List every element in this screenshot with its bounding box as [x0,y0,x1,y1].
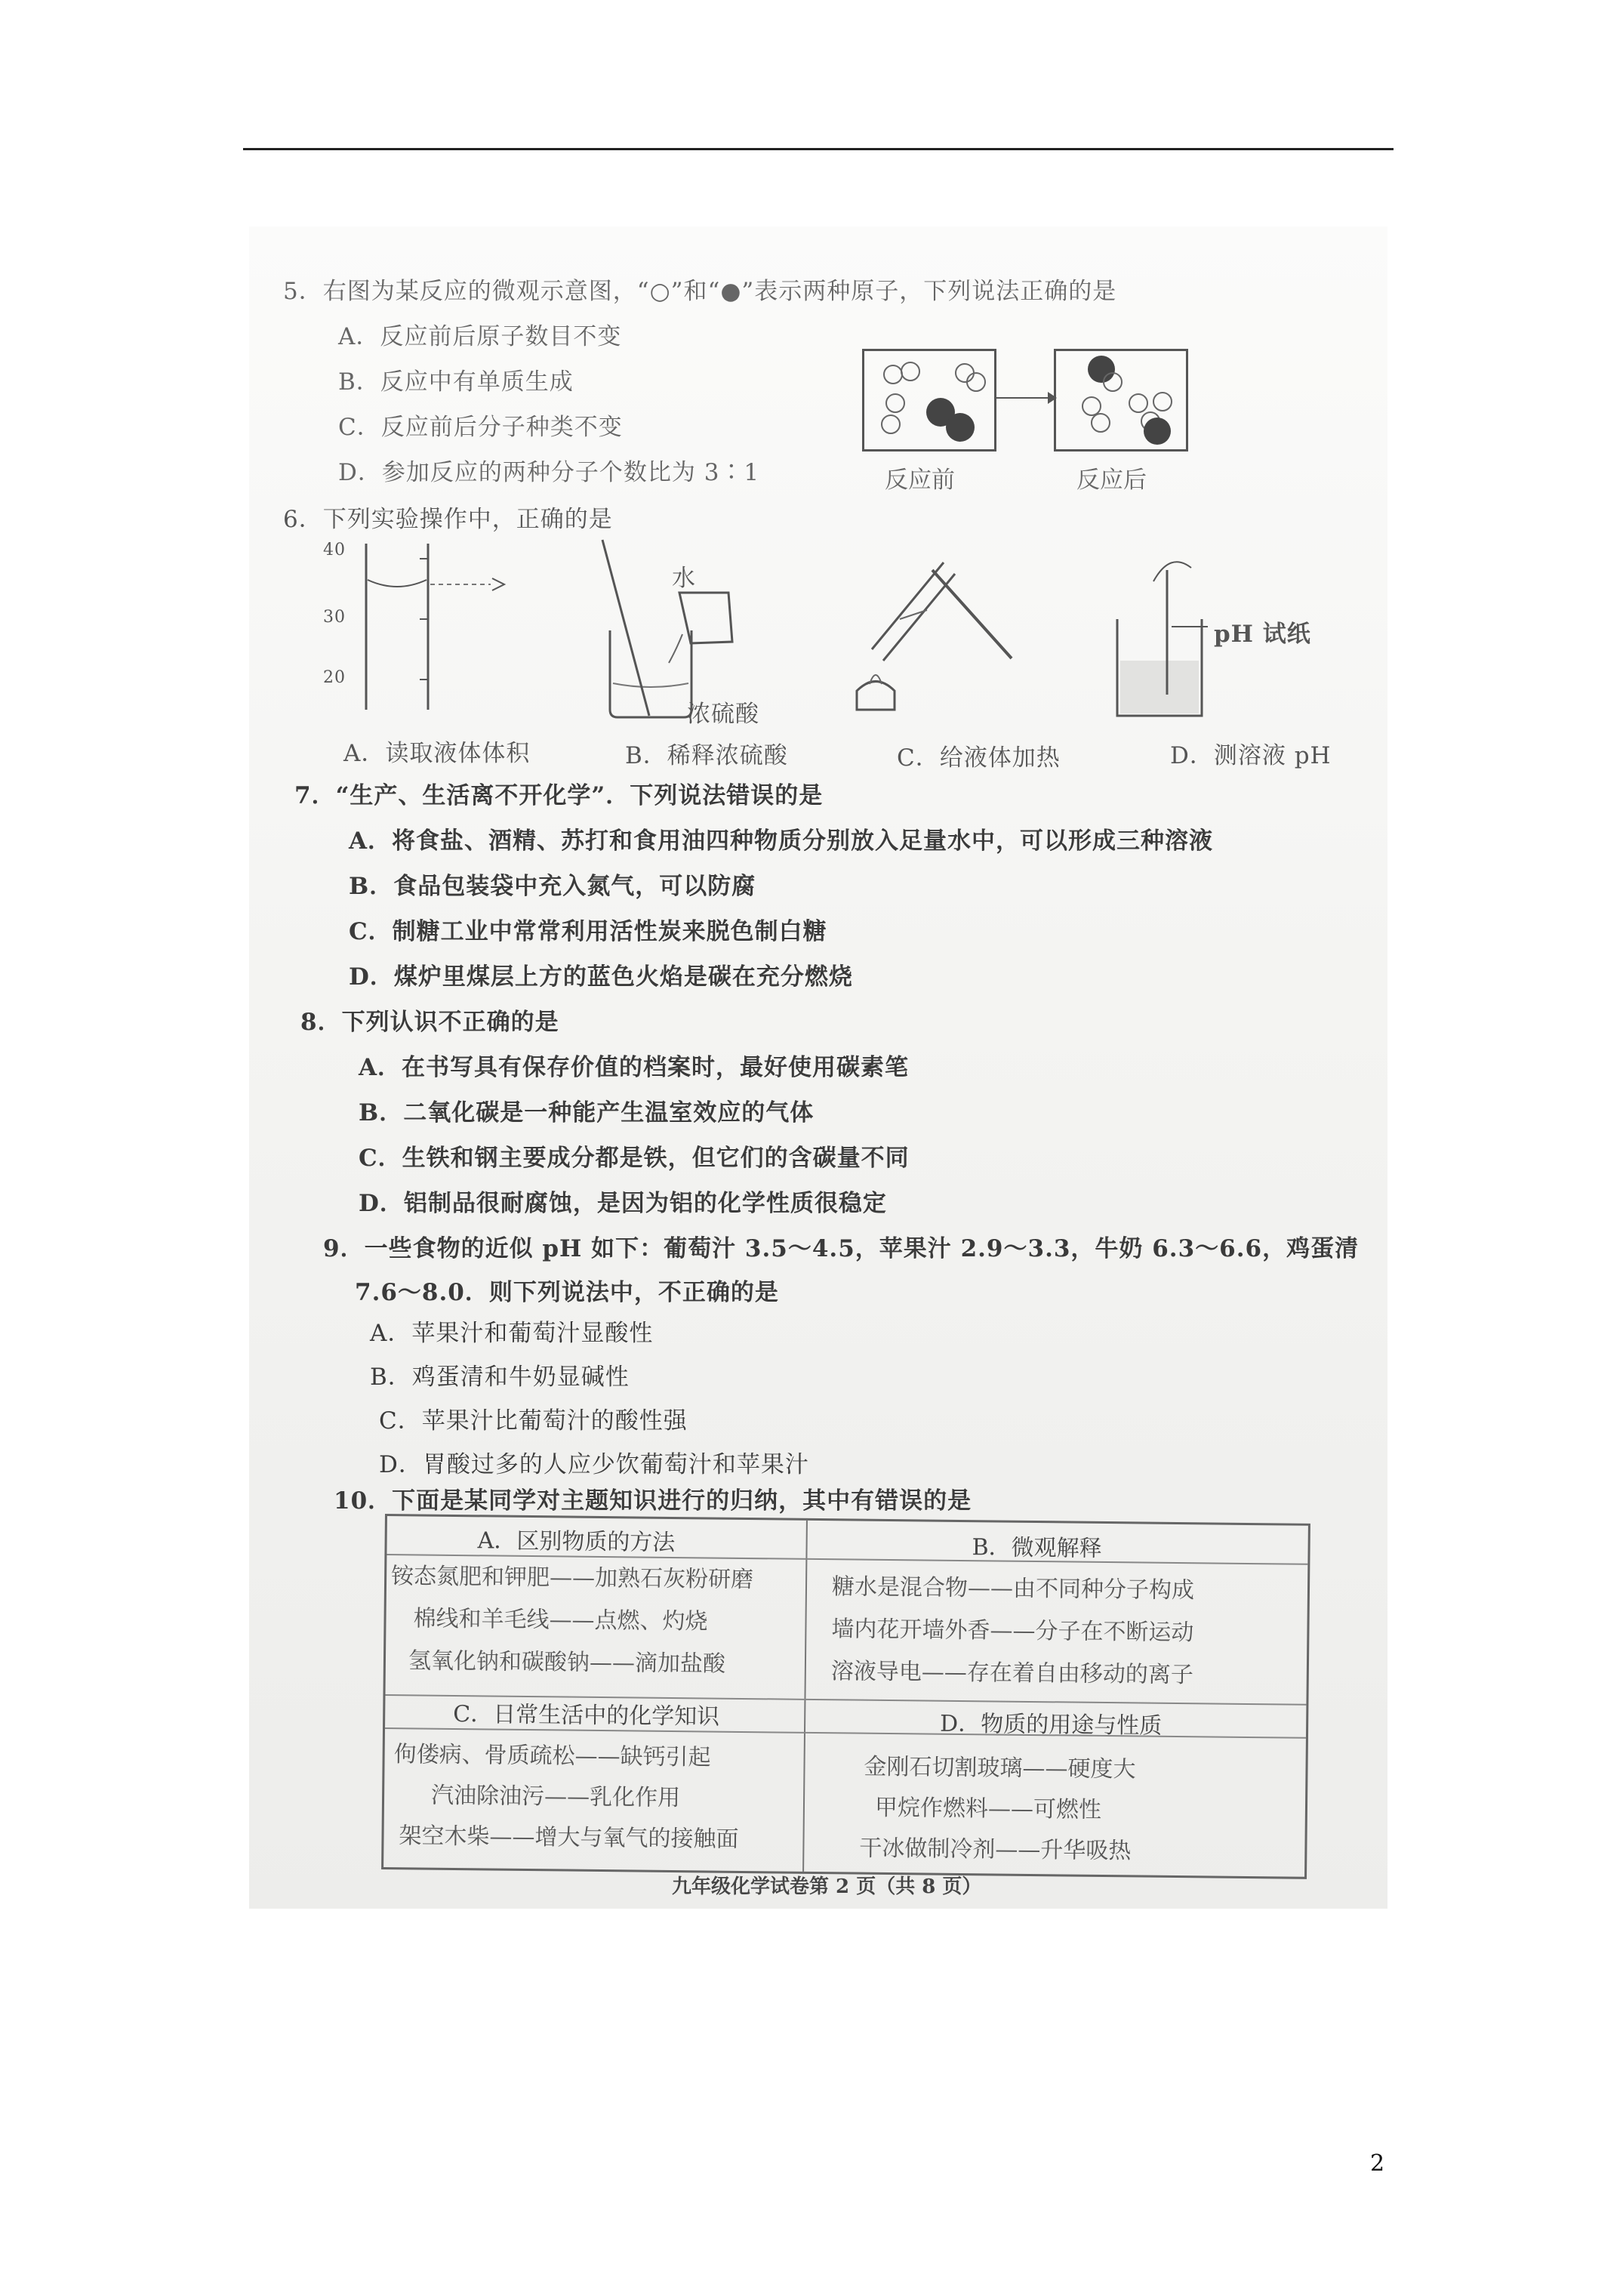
cylinder-tick-40: 40 [323,541,346,559]
table-b-row-1: 糖水是混合物——由不同种分子构成 [831,1573,1195,1604]
q8-option-b: B．二氧化碳是一种能产生温室效应的气体 [359,1099,815,1126]
table-head-c: C．日常生活中的化学知识 [453,1700,720,1730]
q7-option-a: A．将食盐、酒精、苏打和食用油四种物质分别放入足量水中，可以形成三种溶液 [349,827,1214,855]
table-b-row-2: 墙内花开墙外香——分子在不断运动 [831,1616,1194,1647]
q5-stem: 5．右图为某反应的微观示意图，“○”和“●”表示两种原子，下列说法正确的是 [283,278,1117,305]
q7-option-b: B．食品包装袋中充入氮气，可以防腐 [349,873,756,900]
test-tube-heating-icon [857,562,1012,710]
cylinder-tick-30: 30 [323,608,346,627]
graduated-cylinder-icon [366,544,504,710]
q6-option-a: A．读取液体体积 [343,740,531,767]
header-rule [243,148,1394,150]
table-head-d: D．物质的用途与性质 [939,1710,1163,1740]
q10-stem: 10．下面是某同学对主题知识进行的归纳，其中有错误的是 [334,1487,972,1515]
cylinder-tick-20: 20 [323,668,346,687]
q7-option-c: C．制糖工业中常常利用活性炭来脱色制白糖 [349,918,827,945]
reaction-before-label: 反应前 [885,467,955,494]
beaker-dilution-icon [602,540,732,717]
table-b-row-3: 溶液导电——存在着自由移动的离子 [830,1658,1194,1689]
q6-option-d: D．测溶液 pH [1170,742,1332,769]
table-a-row-3: 氢氧化钠和碳酸钠——滴加盐酸 [408,1647,726,1678]
q9-option-b: B．鸡蛋清和牛奶显碱性 [370,1364,630,1391]
table-head-b: B．微观解释 [972,1534,1102,1562]
q6-stem: 6．下列实验操作中，正确的是 [283,506,613,533]
scanned-exam-page [249,227,1387,1909]
q5-option-d: D．参加反应的两种分子个数比为 3∶1 [338,459,760,486]
table-c-row-2: 汽油除油污——乳化作用 [430,1782,681,1812]
table-d-row-3: 干冰做制冷剂——升华吸热 [859,1835,1132,1865]
table-head-a: A．区别物质的方法 [477,1527,676,1557]
q8-option-a: A．在书写具有保存价值的档案时，最好使用碳素笔 [359,1054,910,1081]
q9-stem-line1: 9．一些食物的近似 pH 如下：葡萄汁 3.5～4.5，苹果汁 2.9～3.3，牛奶 6.3～6.6，鸡蛋清 [323,1235,1360,1262]
q8-option-d: D．铝制品很耐腐蚀，是因为铝的化学性质很稳定 [359,1190,887,1217]
q9-option-a: A．苹果汁和葡萄汁显酸性 [370,1320,654,1347]
q7-stem: 7．“生产、生活离不开化学”．下列说法错误的是 [294,782,824,809]
q9-option-d: D．胃酸过多的人应少饮葡萄汁和苹果汁 [379,1451,809,1478]
knowledge-summary-table [381,1514,1310,1879]
page-number: 2 [1370,2150,1385,2177]
acid-label: 浓硫酸 [687,701,759,728]
q8-stem: 8．下列认识不正确的是 [300,1009,559,1036]
q9-stem-line2: 7.6～8.0．则下列说法中，不正确的是 [355,1279,779,1306]
water-label: 水 [672,565,696,592]
table-a-row-1: 铵态氮肥和钾肥——加熟石灰粉研磨 [390,1563,754,1594]
q6-option-b: B．稀释浓硫酸 [625,742,788,769]
table-a-row-2: 棉线和羊毛线——点燃、灼烧 [413,1605,708,1635]
q5-option-b: B．反应中有单质生成 [338,368,574,396]
table-d-row-1: 金刚石切割玻璃——硬度大 [864,1753,1136,1783]
q7-option-d: D．煤炉里煤层上方的蓝色火焰是碳在充分燃烧 [349,963,853,991]
page-footer: 九年级化学试卷第 2 页（共 8 页） [672,1875,982,1898]
ph-paper-label: pH 试纸 [1214,621,1311,648]
table-c-row-3: 架空木柴——增大与氧气的接触面 [399,1823,739,1853]
q5-option-a: A．反应前后原子数目不变 [338,323,622,350]
q5-option-c: C．反应前后分子种类不变 [338,414,623,441]
q9-option-c: C．苹果汁比葡萄汁的酸性强 [379,1407,688,1435]
q6-option-c: C．给液体加热 [897,744,1061,772]
table-d-row-2: 甲烷作燃料——可燃性 [874,1794,1102,1823]
table-c-row-1: 佝偻病、骨质疏松——缺钙引起 [393,1741,711,1771]
ph-test-beaker-icon [1117,562,1208,716]
q8-option-c: C．生铁和钢主要成分都是铁，但它们的含碳量不同 [359,1145,910,1172]
reaction-after-label: 反应后 [1076,467,1147,494]
